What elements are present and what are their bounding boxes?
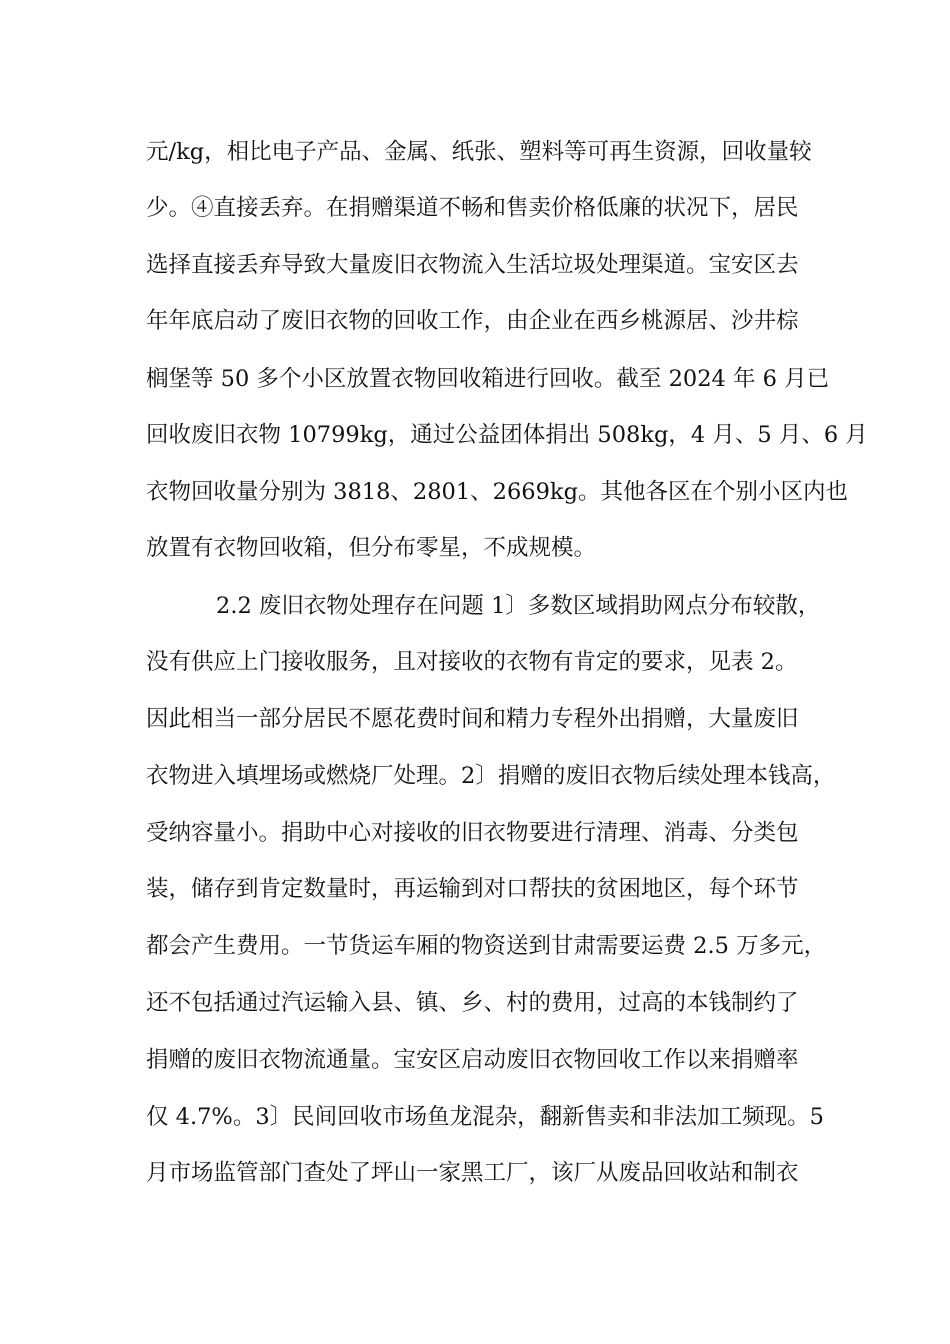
text-line: 没有供应上门接收服务，且对接收的衣物有肯定的要求，见表 2。 xyxy=(146,649,798,675)
text-line: 仅 4.7%。3〕民间回收市场鱼龙混杂，翻新售卖和非法加工频现。5 xyxy=(146,1104,824,1130)
text-line: 月市场监管部门查处了坪山一家黑工厂，该厂从废品回收站和制衣 xyxy=(146,1160,799,1186)
text-line: 还不包括通过汽运输入县、镇、乡、村的费用，过高的本钱制约了 xyxy=(146,990,799,1016)
text-line: 受纳容量小。捐助中心对接收的旧衣物要进行清理、消毒、分类包 xyxy=(146,820,799,846)
paragraph-start-line: 2.2 废旧衣物处理存在问题 1〕多数区域捐助网点分布较散， xyxy=(216,593,821,619)
text-line: 因此相当一部分居民不愿花费时间和精力专程外出捐赠，大量废旧 xyxy=(146,706,799,732)
text-line: 捐赠的废旧衣物流通量。宝安区启动废旧衣物回收工作以来捐赠率 xyxy=(146,1047,799,1073)
text-line: 少。④直接丢弃。在捐赠渠道不畅和售卖价格低廉的状况下，居民 xyxy=(146,195,799,221)
text-line: 年年底启动了废旧衣物的回收工作，由企业在西乡桃源居、沙井棕 xyxy=(146,308,799,334)
text-line: 选择直接丢弃导致大量废旧衣物流入生活垃圾处理渠道。宝安区去 xyxy=(146,252,799,278)
text-line: 装，储存到肯定数量时，再运输到对口帮扶的贫困地区，每个环节 xyxy=(146,876,799,902)
text-line: 衣物回收量分别为 3818、2801、2669kg。其他各区在个别小区内也 xyxy=(146,479,848,505)
text-line: 元/kg，相比电子产品、金属、纸张、塑料等可再生资源，回收量较 xyxy=(146,139,812,165)
text-line: 都会产生费用。一节货运车厢的物资送到甘肃需要运费 2.5 万多元， xyxy=(146,933,827,959)
text-line: 衣物进入填埋场或燃烧厂处理。2〕捐赠的废旧衣物后续处理本钱高， xyxy=(146,763,836,789)
text-line: 回收废旧衣物 10799kg，通过公益团体捐出 508kg，4 月、5 月、6 月 xyxy=(146,422,868,448)
text-line: 榈堡等 50 多个小区放置衣物回收箱进行回收。截至 2024 年 6 月已 xyxy=(146,366,830,392)
text-line: 放置有衣物回收箱，但分布零星，不成规模。 xyxy=(146,535,597,561)
